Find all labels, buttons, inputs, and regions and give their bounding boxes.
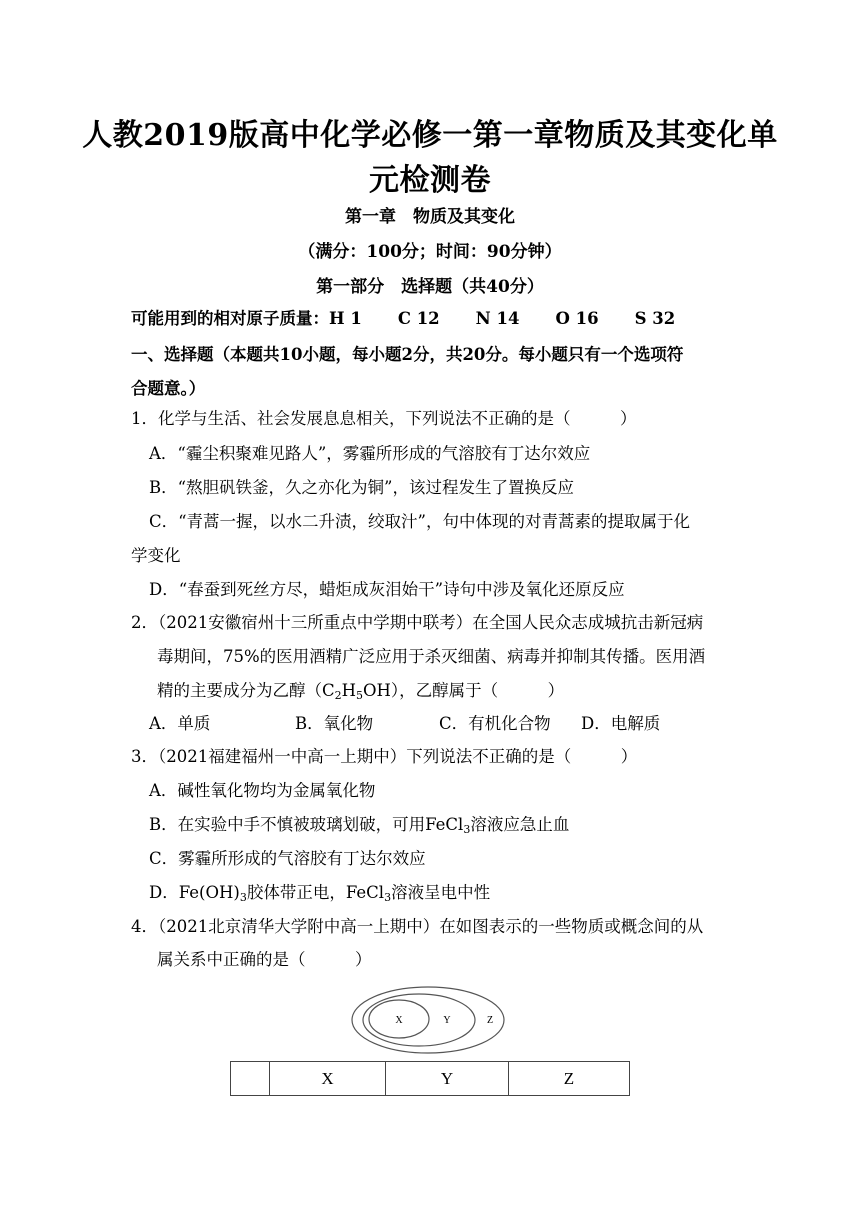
table-header-cell: Y [386,1062,509,1096]
table-header-cell: Z [509,1062,630,1096]
question-3-text: 溶液应急止血 [470,815,570,834]
question-2-text: H [341,681,357,700]
subscript: 3 [239,891,247,904]
question-2-text: 精的主要成分为乙醇（C [157,681,335,700]
venn-label-y: Y [443,1015,451,1026]
atomic-mass-item: H 1 [329,309,362,328]
question-3-text: B．在实验中手不慎被玻璃划破，可用FeCl [149,815,464,834]
atomic-mass-item: C 12 [397,309,440,328]
venn-middle-ellipse [363,994,475,1046]
venn-diagram [350,984,510,1056]
venn-label-x: X [395,1015,403,1026]
document-title-line2: 元检测卷 [369,163,491,198]
question-3-option-a: A．碱性氧化物均为金属氧化物 [149,781,376,800]
table-header-cell: X [270,1062,386,1096]
question-1-option-d: D．“春蚕到死丝方尽，蜡炬成灰泪始干”诗句中涉及氧化还原反应 [149,580,625,599]
question-2-option-a: A．单质 [149,714,211,733]
question-2-option-c: C．有机化合物 [439,714,551,733]
atomic-mass-item: N 14 [475,309,520,328]
question-2-stem-line1: 2．（2021安徽宿州十三所重点中学期中联考）在全国人民众志成城抗击新冠病 [131,613,704,632]
atomic-mass-line [131,305,711,329]
question-1-option-c-cont: 学变化 [131,546,181,565]
question-3-option-b [149,811,569,836]
question-1-option-c: C．“青蒿一握，以水二升渍，绞取汁”，句中体现的对青蒿素的提取属于化 [149,512,690,531]
atomic-mass-item: S 32 [634,309,676,328]
question-1-option-b: B．“熬胆矾铁釜，久之亦化为铜”，该过程发生了置换反应 [149,478,574,497]
question-4-stem-line2: 属关系中正确的是（ ） [157,950,372,969]
chapter-heading: 第一章 物质及其变化 [345,207,515,227]
section-instruction-cont: 合题意。） [131,379,206,398]
subscript: 5 [356,689,364,702]
question-3-option-c: C．雾霾所形成的气溶胶有丁达尔效应 [149,849,426,868]
question-3-stem: 3．（2021福建福州一中高一上期中）下列说法不正确的是（ ） [131,747,638,766]
section-instruction: 一、选择题（本题共10小题，每小题2分，共20分。每小题只有一个选项符 [131,345,684,364]
venn-outer-ellipse [352,987,504,1053]
question-3-text: D．Fe(OH) [149,883,240,902]
document-title-line1: 人教2019版高中化学必修一第一章物质及其变化单 [82,118,778,153]
question-2-stem-line3 [157,677,564,702]
subscript: 3 [463,823,471,836]
question-3-text: 胶体带正电，FeCl [246,883,385,902]
question-2-stem-line2: 毒期间，75%的医用酒精广泛应用于杀灭细菌、病毒并抑制其传播。医用酒 [157,647,706,666]
question-2-option-d: D．电解质 [581,714,661,733]
question-1-option-a: A．“霾尘积聚难见路人”，雾霾所形成的气溶胶有丁达尔效应 [149,444,591,463]
question-1-stem: 1．化学与生活、社会发展息息相关，下列说法不正确的是（ ） [131,409,637,428]
table-header-row [231,1062,630,1096]
subscript: 2 [334,689,342,702]
subscript: 3 [384,891,392,904]
table-header-cell [231,1062,270,1096]
atomic-mass-item: O 16 [555,309,599,328]
venn-label-z: Z [486,1015,494,1026]
atomic-mass-label: 可能用到的相对原子质量： [131,309,329,328]
question-3-option-d [149,879,490,904]
question-3-text: 溶液呈电中性 [391,883,491,902]
question-2-text: OH），乙醇属于（ ） [363,681,565,700]
answer-table [230,1061,630,1096]
part-heading: 第一部分 选择题（共40分） [316,277,544,297]
question-2-option-b: B．氧化物 [295,714,374,733]
score-time-info: （满分：100分；时间：90分钟） [298,242,562,262]
question-4-stem-line1: 4．（2021北京清华大学附中高一上期中）在如图表示的一些物质或概念间的从 [131,917,704,936]
